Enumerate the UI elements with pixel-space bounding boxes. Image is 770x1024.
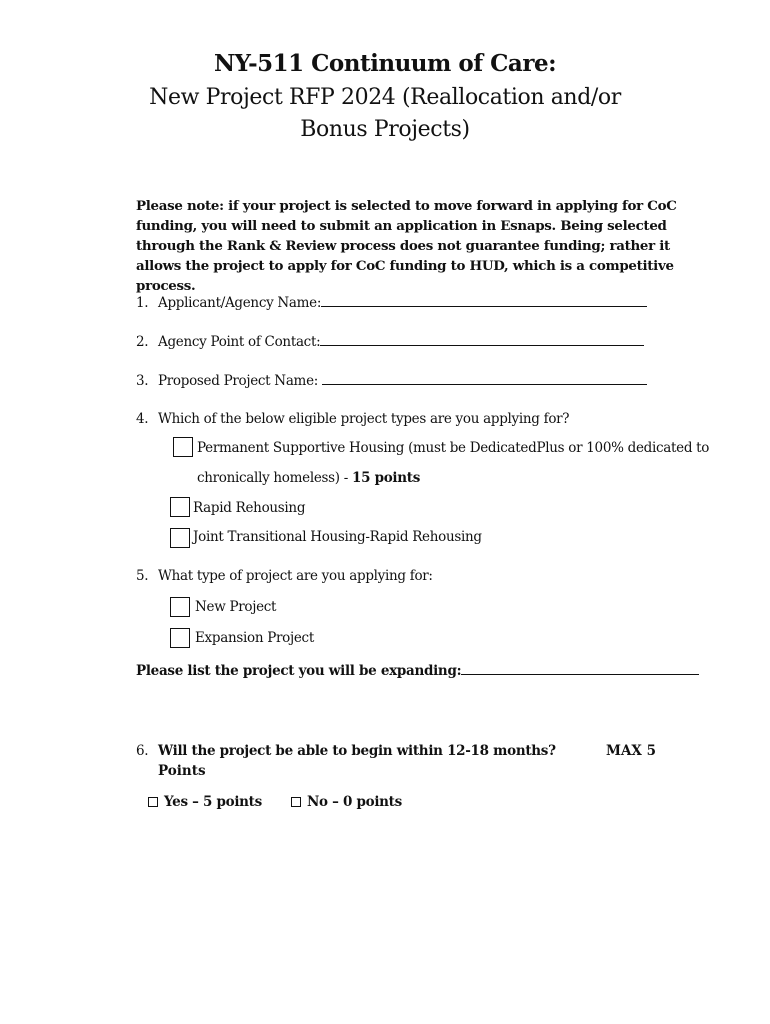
point-of-contact-field[interactable]: [320, 333, 644, 346]
question-5-label: What type of project are you applying for:: [158, 568, 433, 584]
expanding-project-field[interactable]: [461, 662, 699, 675]
question-3-label: Proposed Project Name:: [158, 373, 322, 389]
no-checkbox[interactable]: [291, 797, 301, 807]
expanding-project-label: Please list the project you will be expanding:: [136, 663, 462, 679]
question-4-number: 4.: [136, 411, 149, 427]
question-4-label: Which of the below eligible project types are you applying for?: [158, 411, 570, 427]
question-2-label: Agency Point of Contact:: [158, 334, 321, 350]
question-4: [136, 411, 569, 427]
new-project-label: New Project: [195, 599, 277, 615]
psh-option-text: chronically homeless) -: [197, 470, 352, 486]
joint-th-rrh-checkbox[interactable]: [170, 528, 190, 548]
question-6-points-word: Points: [158, 763, 206, 779]
question-3-number: 3.: [136, 373, 149, 389]
psh-option-line1: Permanent Supportive Housing (must be DedicatedPlus or 100% dedicated to: [197, 440, 710, 456]
yes-label: Yes – 5 points: [164, 794, 262, 810]
question-3: [136, 372, 647, 389]
yes-option[interactable]: [148, 794, 262, 810]
expansion-project-label: Expansion Project: [195, 630, 314, 646]
question-6-label: Will the project be able to begin within 12-18 months?: [158, 743, 556, 759]
question-5: [136, 568, 433, 584]
rapid-rehousing-checkbox[interactable]: [170, 497, 190, 517]
page-title: NY-511 Continuum of Care:: [213, 50, 557, 77]
no-option[interactable]: [291, 794, 402, 810]
question-1: [136, 294, 647, 311]
new-project-checkbox[interactable]: [170, 597, 190, 617]
page-subtitle: New Project RFP 2024 (Reallocation and/or Bonus Projects): [149, 85, 621, 142]
no-label: No – 0 points: [307, 794, 402, 810]
question-5-number: 5.: [136, 568, 149, 584]
funding-note: Please note: if your project is selected to move forward in applying for CoC funding, you will need to submit an application in Esnaps. Being selected through the Rank & Review process does not guarantee funding; rather it allows the project to apply for CoC funding to HUD, which is a competitive process.: [136, 198, 677, 294]
project-name-field[interactable]: [322, 372, 647, 385]
question-1-label: Applicant/Agency Name:: [158, 295, 322, 311]
applicant-name-field[interactable]: [321, 294, 647, 307]
expanding-project-line: [136, 662, 699, 679]
question-2-number: 2.: [136, 334, 149, 350]
yes-checkbox[interactable]: [148, 797, 158, 807]
question-2: [136, 333, 644, 350]
joint-th-rrh-label: Joint Transitional Housing-Rapid Rehousing: [193, 529, 482, 545]
psh-checkbox[interactable]: [173, 437, 193, 457]
psh-option-line2: [197, 470, 420, 486]
rapid-rehousing-label: Rapid Rehousing: [193, 500, 306, 516]
question-6-max: MAX 5: [606, 743, 656, 759]
question-1-number: 1.: [136, 295, 149, 311]
question-6-number: 6.: [136, 743, 149, 759]
expansion-project-checkbox[interactable]: [170, 628, 190, 648]
psh-points: 15 points: [352, 470, 421, 486]
question-6: [136, 743, 556, 759]
